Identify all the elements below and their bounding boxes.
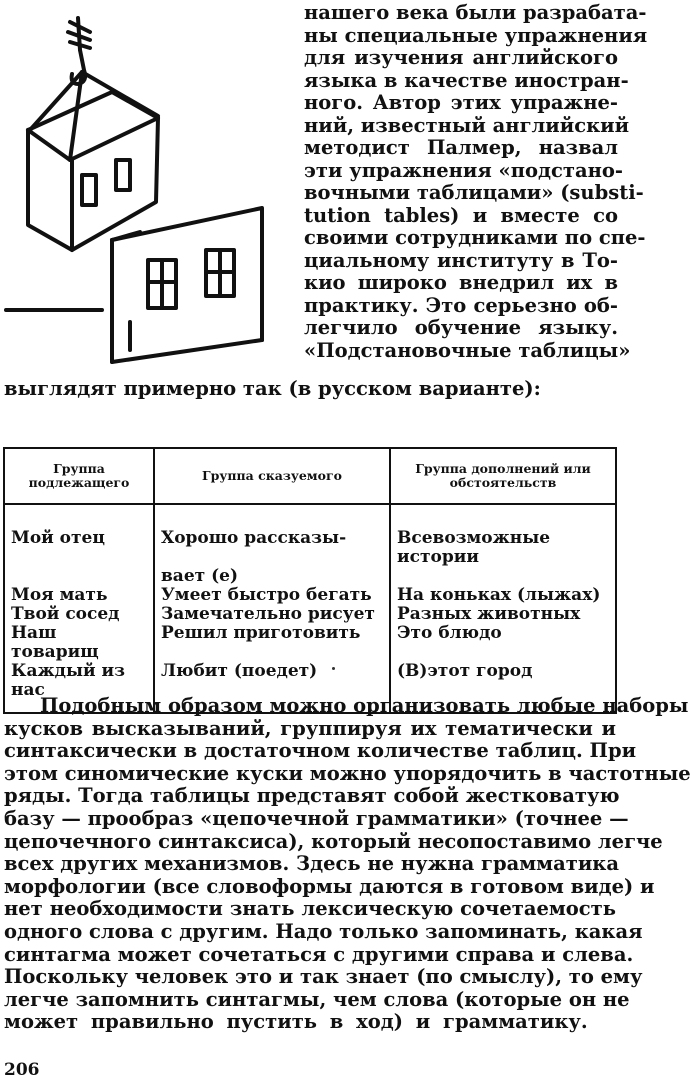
text-line: ны специальные упражнения <box>304 23 648 47</box>
column-header-predicate: Группа сказуемого <box>154 448 390 504</box>
text-line: для изучения английского <box>304 46 618 69</box>
page-number: 206 <box>4 1060 40 1080</box>
text-line: всех других механизмов. Здесь не нужна грамматика <box>4 852 620 876</box>
table-cell: Любит (поедет) <box>154 662 390 713</box>
table-row <box>4 605 616 624</box>
text-line: методист Палмер, назвал <box>304 136 618 159</box>
text-line: «Подстановочные таблицы» <box>304 338 631 362</box>
body-paragraph <box>4 694 691 1034</box>
intro-paragraph <box>304 1 648 362</box>
column-header-object: Группа дополнений или обстоятельств <box>390 448 616 504</box>
column-header-subject: Группа подлежащего <box>4 448 154 504</box>
text-line: Поскольку человек это и так знает (по смыслу), то ему <box>4 965 643 989</box>
intro-tail-line: выглядят примерно так (в русском варианте): <box>4 377 541 400</box>
table-header-row <box>4 448 616 504</box>
table-cell <box>4 567 154 586</box>
substitution-table <box>3 447 617 714</box>
text-line: ний, известный английский <box>304 113 630 137</box>
text-line: языка в качестве иностран- <box>304 68 629 92</box>
text-line: легчило обучение языку. <box>304 316 618 339</box>
text-line: практику. Это серьезно об- <box>304 293 618 317</box>
text-line: синтаксически в достаточном количестве таблиц. При <box>4 739 637 763</box>
text-line: ряды. Тогда таблицы представят собой жестковатую <box>4 784 620 808</box>
text-line: может правильно пустить в ход) и грамматику. <box>4 1010 588 1034</box>
table-row <box>4 586 616 605</box>
text-line: кио широко внедрил их в <box>304 271 618 294</box>
table-cell: Твой сосед <box>4 605 154 624</box>
table-row <box>4 567 616 586</box>
text-line: базу — прообраз «цепочечной грамматики» (точнее — <box>4 806 629 830</box>
text-line: ного. Автор этих упражне- <box>304 91 618 114</box>
table-cell <box>390 567 616 586</box>
text-line: своими сотрудниками по спе- <box>304 226 646 249</box>
text-line: одного слова с другим. Надо только запоминать, какая <box>4 919 643 943</box>
text-line: синтагма может сочетаться с другими справа и слева. <box>4 942 634 966</box>
table-cell: Наш товарищ <box>4 624 154 662</box>
crane-lifting-house-drawing <box>0 10 292 365</box>
text-line: нашего века были разрабата- <box>304 1 647 24</box>
substitution-table-container <box>3 447 615 714</box>
text-line: нет необходимости знать лексическую сочетаемость <box>4 897 616 921</box>
table-cell: Замечательно рисует <box>154 605 390 624</box>
table-cell: Хорошо рассказы- <box>154 504 390 567</box>
table-cell: вает (е) <box>154 567 390 586</box>
text-line: морфологии (все словоформы даются в готовом виде) и <box>4 874 655 898</box>
text-line: вочными таблицами» (substi- <box>304 181 644 204</box>
text-line: цепочечного синтаксиса), который несопоставимо легче <box>4 829 663 853</box>
table-cell: Разных животных <box>390 605 616 624</box>
print-speck <box>332 667 335 670</box>
table-cell: Каждый из нас <box>4 662 154 713</box>
table-cell: Умеет быстро бегать <box>154 586 390 605</box>
table-cell: Всевозможные истории <box>390 504 616 567</box>
text-line: легче запомнить синтагмы, чем слова (которые он не <box>4 987 630 1011</box>
text-line: кусков высказываний, группируя их тематически и <box>4 716 616 740</box>
table-cell: Моя мать <box>4 586 154 605</box>
text-line: этом синомические куски можно упорядочить в частотные <box>4 761 691 785</box>
table-cell: (В)этот город <box>390 662 616 713</box>
text-line: эти упражнения «подстано- <box>304 158 623 182</box>
text-line: циальному институту в То- <box>304 248 618 272</box>
table-cell: Решил приготовить <box>154 624 390 662</box>
table-cell: Мой отец <box>4 504 154 567</box>
table-row <box>4 624 616 662</box>
table-cell: На коньках (лыжах) <box>390 586 616 605</box>
table-row <box>4 504 616 567</box>
text-line: tution tables) и вместе со <box>304 203 618 227</box>
table-cell: Это блюдо <box>390 624 616 662</box>
text-line: Подобным образом можно организовать любые наборы <box>40 694 689 717</box>
